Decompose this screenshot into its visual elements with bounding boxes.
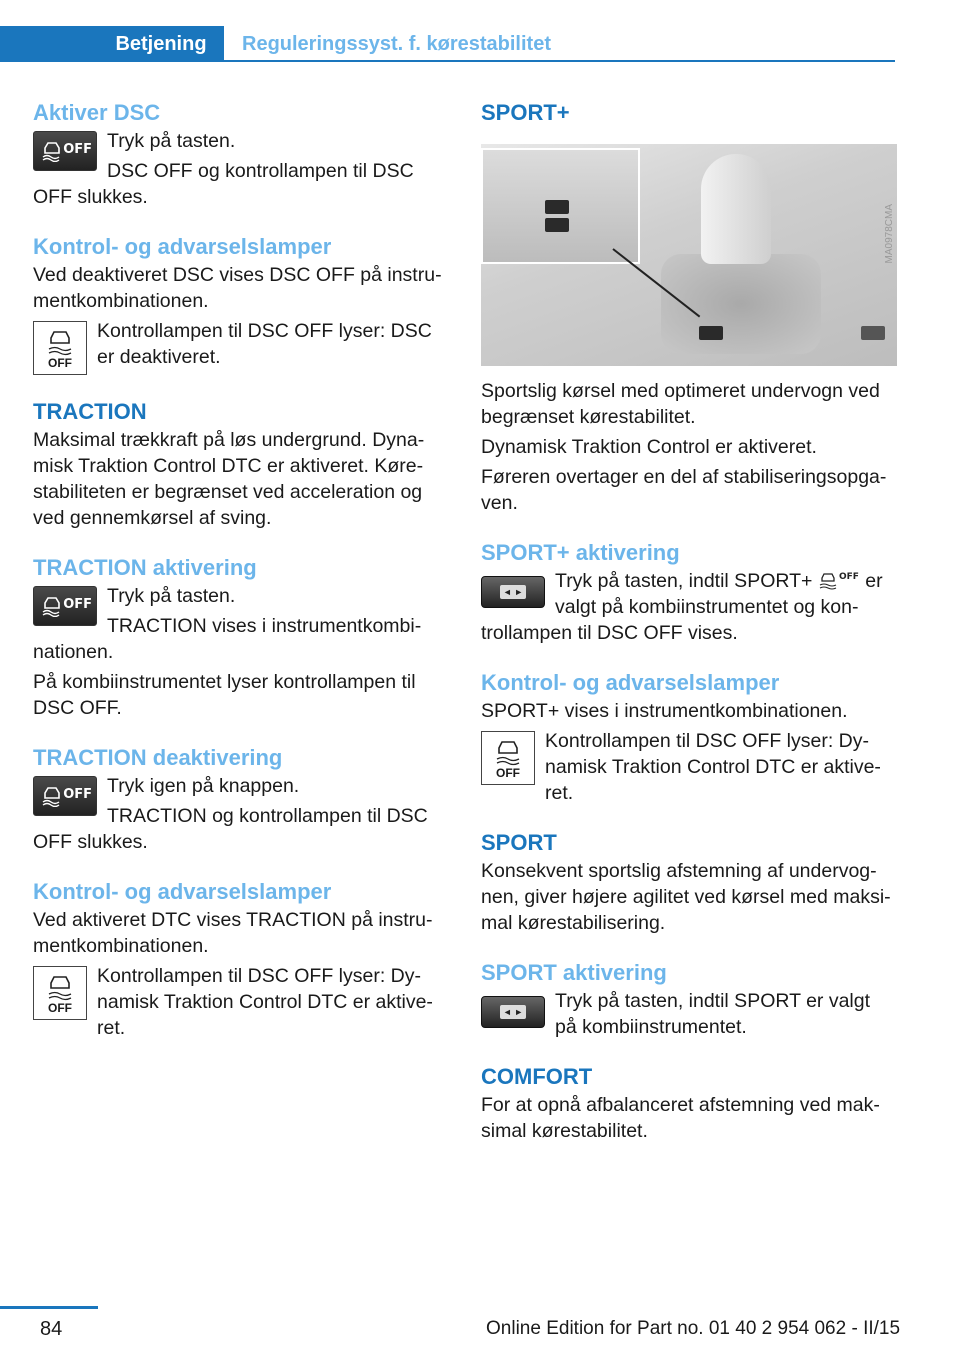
text: ret. [545, 782, 574, 804]
heading-comfort: COMFORT [481, 1064, 593, 1089]
text: For at opnå afbalanceret afstemning ved mak‐ [481, 1094, 880, 1116]
instruction-row [33, 128, 448, 210]
off-label: OFF [63, 787, 92, 802]
svg-text:OFF: OFF [838, 572, 859, 582]
text: Tryk på tasten. [107, 585, 236, 607]
text: DSC OFF og kontrollampen til DSC [107, 160, 414, 182]
text: Kontrollampen til DSC OFF lyser: DSC [97, 320, 432, 342]
text: Ved deaktiveret DSC vises DSC OFF på instru‐ [33, 264, 442, 286]
text: Sportslig kørsel med optimeret undervogn ved [481, 380, 880, 402]
off-label: OFF [63, 142, 92, 157]
dsc-off-small-icon [818, 569, 860, 591]
switch [861, 326, 885, 340]
text: stabiliteten er begrænset ved acceleration og [33, 481, 423, 503]
header-rule [224, 60, 895, 62]
mode-rocker-icon: ◄ ► [481, 996, 545, 1028]
text: TRACTION vises i instrumentkombi‐ [107, 615, 422, 637]
text: ret. [97, 1017, 126, 1039]
footer-rule [0, 1306, 98, 1309]
text: mentkombinationen. [33, 290, 209, 312]
dsc-off-button-icon [33, 131, 97, 171]
gear-selector-photo [481, 144, 897, 366]
text: valgt på kombiinstrumentet og kon‐ [555, 596, 859, 618]
chapter-title: Reguleringssyst. f. kørestabilitet [242, 33, 551, 55]
text: mal kørestabilisering. [481, 912, 666, 934]
text: simal kørestabilitet. [481, 1120, 648, 1142]
text: mentkombinationen. [33, 935, 209, 957]
text: DSC OFF. [33, 697, 122, 719]
instruction-row [33, 583, 448, 665]
heading-sport-aktivering: SPORT aktivering [481, 960, 667, 985]
heading-kontrol: Kontrol- og advarselslamper [33, 234, 332, 259]
page-header [0, 0, 895, 62]
heading-kontrol: Kontrol- og advarselslamper [33, 879, 332, 904]
text: Tryk på tasten, indtil SPORT+ OFF er [555, 570, 883, 592]
heading-traction: TRACTION [33, 399, 147, 424]
dsc-off-lamp-icon [33, 966, 87, 1020]
image-code: MA0978CMA [884, 204, 895, 264]
text: Ved aktiveret DTC vises TRACTION på instru‐ [33, 909, 433, 931]
off-label: OFF [48, 356, 72, 370]
heading-traction-aktivering: TRACTION aktivering [33, 555, 257, 580]
text: namisk Traktion Control DTC er aktive‐ [97, 991, 433, 1013]
heading-sport: SPORT [481, 830, 557, 855]
text: ven. [481, 492, 518, 514]
switch-closeup [481, 148, 640, 264]
dsc-off-lamp-icon [33, 321, 87, 375]
right-column [481, 98, 897, 1144]
text: Tryk på tasten. [107, 130, 236, 152]
text: Konsekvent sportslig afstemning af undervog‐ [481, 860, 877, 882]
text: begrænset kørestabilitet. [481, 406, 696, 428]
instruction-row [481, 988, 897, 1040]
switch [699, 326, 723, 340]
off-label: OFF [63, 597, 92, 612]
left-column [33, 98, 448, 1041]
dsc-off-lamp-icon [481, 731, 535, 785]
text: namisk Traktion Control DTC er aktive‐ [545, 756, 881, 778]
dsc-off-button-icon [33, 586, 97, 626]
heading-aktiver-dsc: Aktiver DSC [33, 100, 161, 125]
off-label: OFF [496, 766, 520, 780]
off-label: OFF [48, 1001, 72, 1015]
instruction-row [33, 773, 448, 855]
gear-knob [701, 154, 771, 264]
lamp-row [481, 728, 897, 806]
section-tab: Betjening [98, 26, 224, 62]
text: ved gennemkørsel af sving. [33, 507, 272, 529]
text: Tryk på tasten, indtil SPORT er valgt [555, 990, 871, 1012]
text: er deaktiveret. [97, 346, 221, 368]
lamp-row [33, 318, 448, 375]
text: Maksimal trækkraft på løs undergrund. Dyna‐ [33, 429, 425, 451]
text: trollampen til DSC OFF vises. [481, 622, 738, 644]
text: Tryk igen på knappen. [107, 775, 300, 797]
heading-sport-plus: SPORT+ [481, 100, 570, 125]
lamp-row [33, 963, 448, 1041]
text: misk Traktion Control DTC er aktiveret. Køre‐ [33, 455, 424, 477]
instruction-row [481, 568, 897, 646]
text: nen, giver højere agilitet ved kørsel med maksi‐ [481, 886, 891, 908]
text: Kontrollampen til DSC OFF lyser: Dy‐ [97, 965, 421, 987]
text: OFF slukkes. [33, 186, 148, 208]
text: nationen. [33, 641, 114, 663]
text: TRACTION og kontrollampen til DSC [107, 805, 428, 827]
page-number: 84 [40, 1318, 63, 1340]
header-bar [0, 26, 98, 62]
heading-kontrol: Kontrol- og advarselslamper [481, 670, 780, 695]
heading-sport-plus-aktivering: SPORT+ aktivering [481, 540, 680, 565]
edition-note: Online Edition for Part no. 01 40 2 954 062 - II/15 [486, 1318, 901, 1339]
text: Kontrollampen til DSC OFF lyser: Dy‐ [545, 730, 869, 752]
text: SPORT+ vises i instrumentkombinationen. [481, 700, 848, 722]
dsc-off-button-icon [33, 776, 97, 816]
text: på kombiinstrumentet. [555, 1016, 747, 1038]
text: På kombiinstrumentet lyser kontrollampen til [33, 671, 416, 693]
text: Føreren overtager en del af stabiliseringsopga‐ [481, 466, 887, 488]
text: OFF slukkes. [33, 831, 148, 853]
text: Dynamisk Traktion Control er aktiveret. [481, 436, 817, 458]
mode-rocker-icon: ◄ ► [481, 576, 545, 608]
heading-traction-deaktivering: TRACTION deaktivering [33, 745, 283, 770]
